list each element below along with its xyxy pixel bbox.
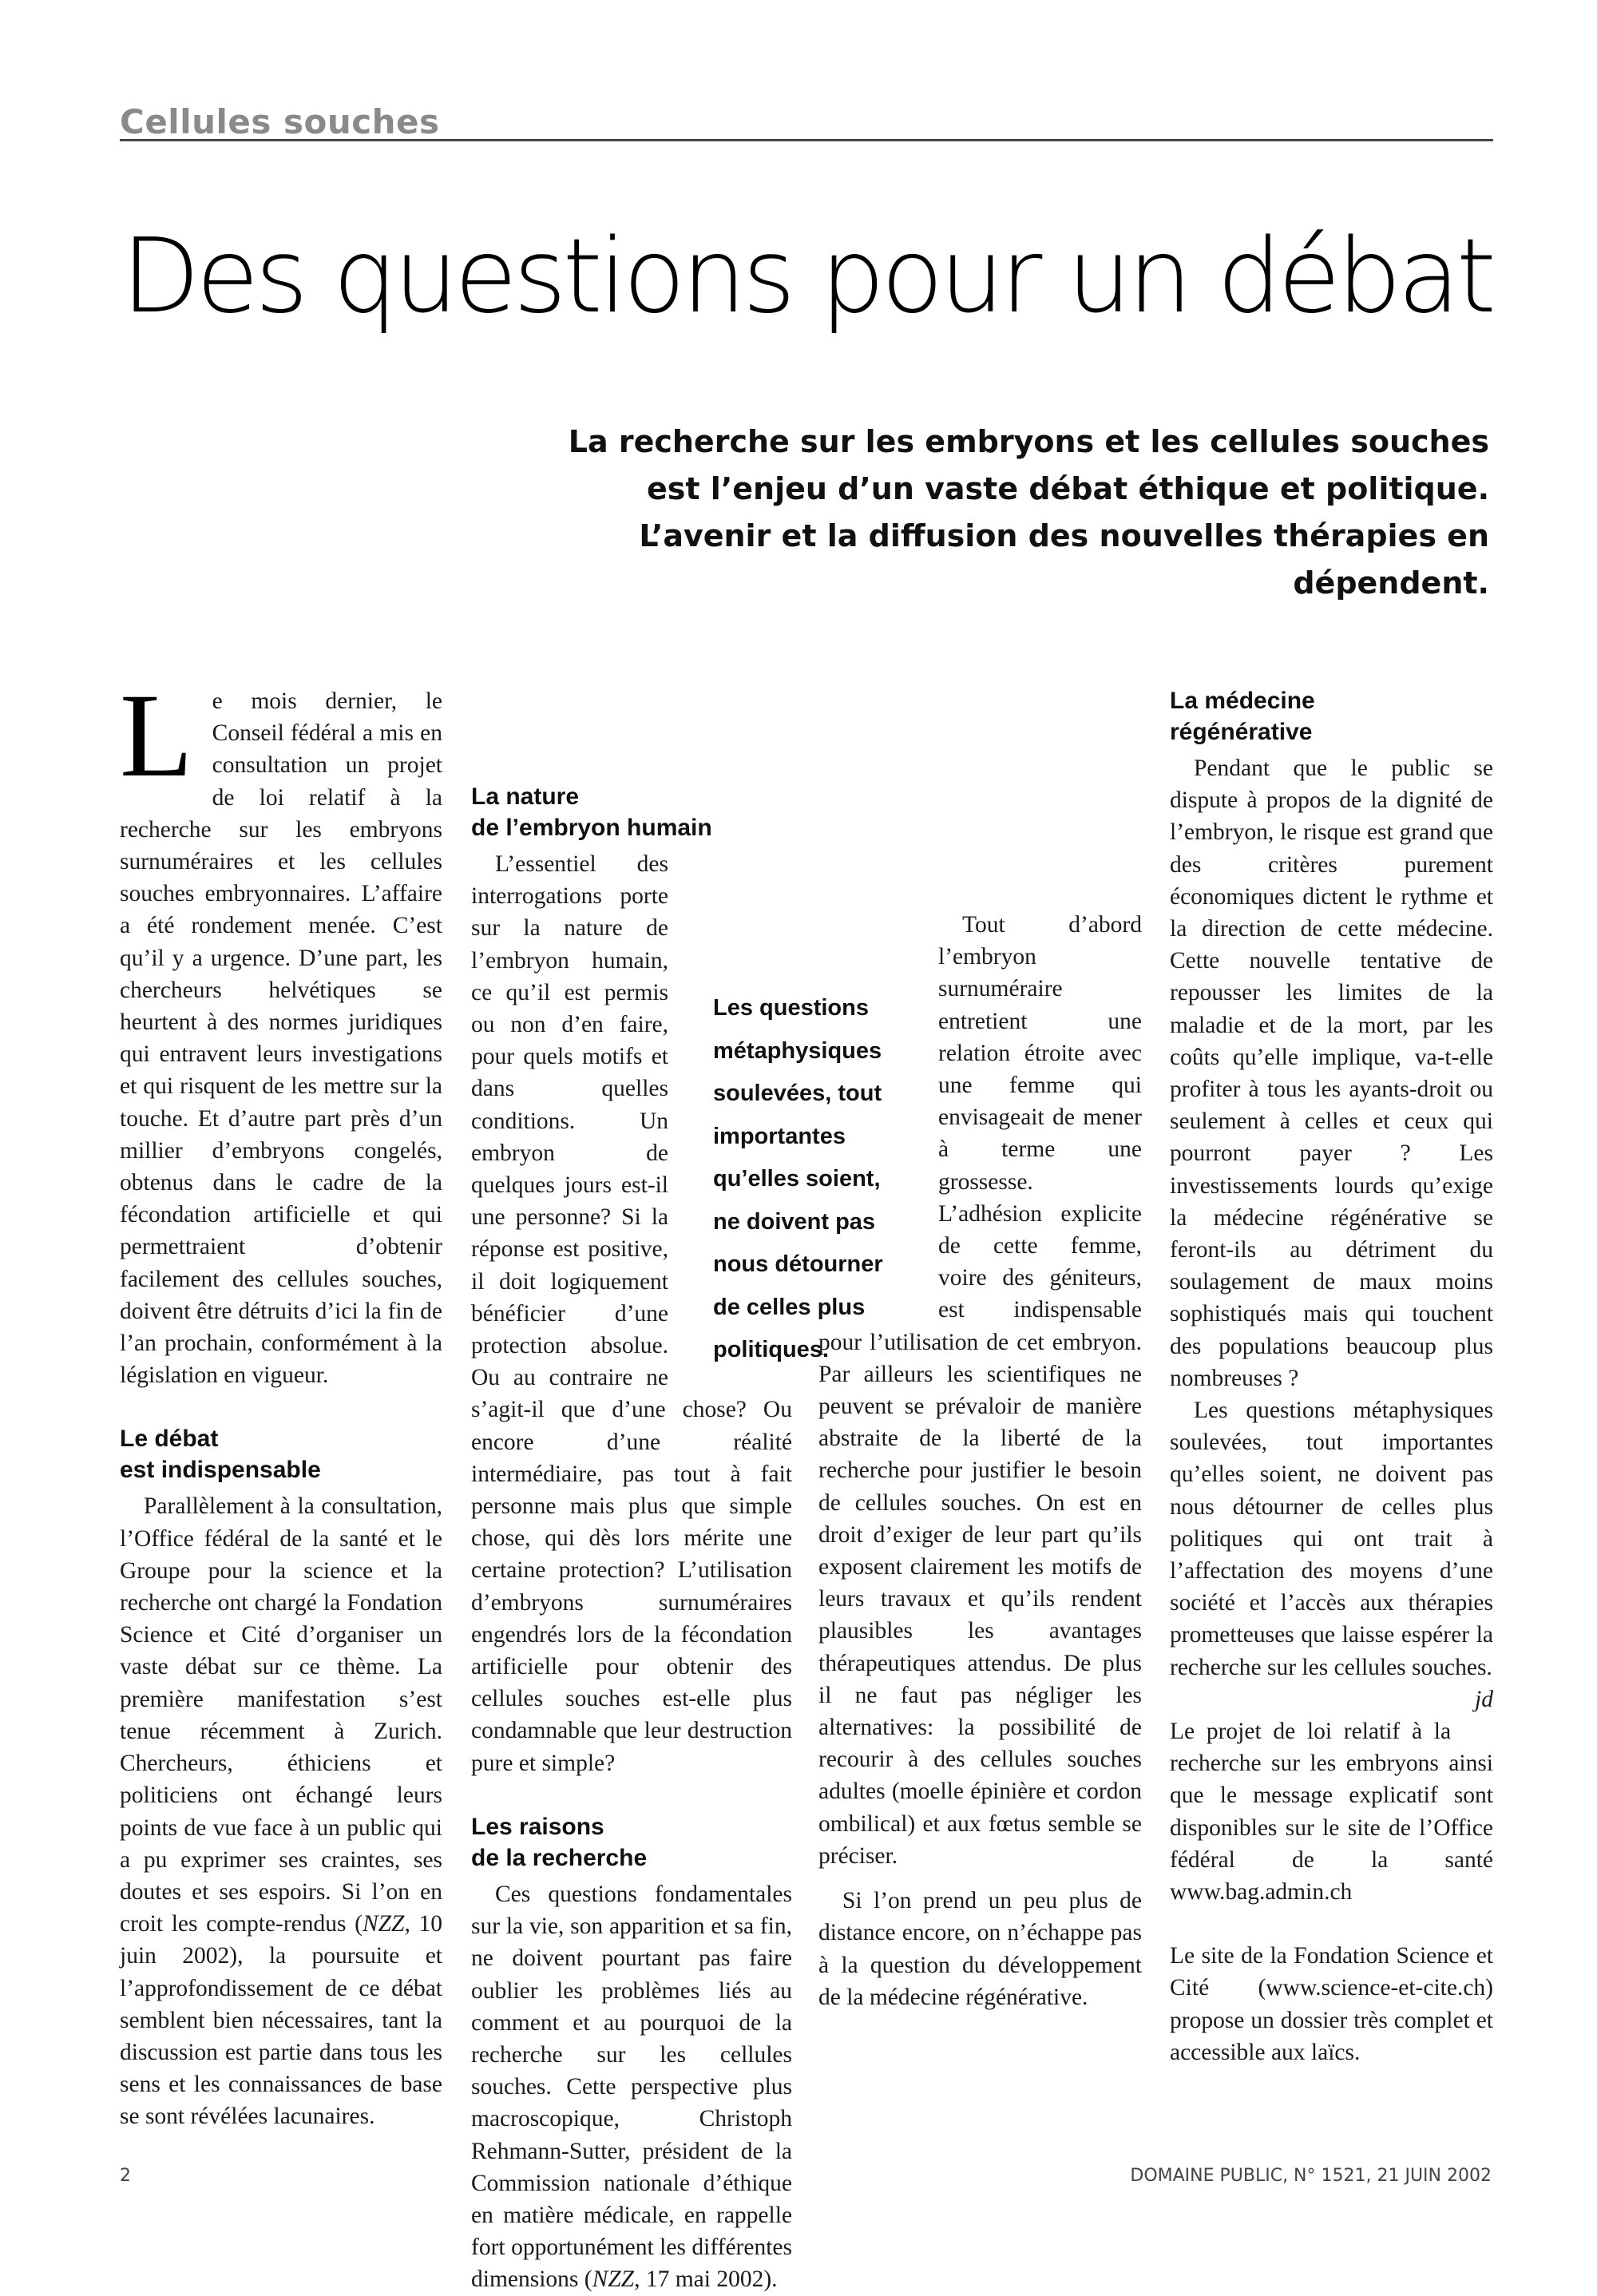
article-column-2	[471, 685, 792, 2296]
paragraph-raisons	[471, 1878, 792, 2296]
paragraph-embryon: Tout d’abord l’embryon surnuméraire entretient une relation étroite avec une femme qui envisageait de mener à terme une grossesse. L’adhésion explicite de cette femme, voire des géniteurs, est indispensable pour l’utilisation de cet embryon. Par ailleurs les scientifiques ne peuvent se prévaloir de manière abstraite de la liberté de la recherche pour justifier le besoin de cellules souches. On est en droit d’exiger de leur part qu’ils exposent clairement les motifs de leurs travaux et qu’ils rendent plausibles les avantages thérapeutiques attendus. De plus il ne faut pas négliger les alternatives: la possibilité de recourir à des cellules souches adultes (moelle épinière et cordon ombilical) et aux fœtus semble se préciser.	[818, 912, 1142, 1869]
publication-info: DOMAINE PUBLIC, N° 1521, 21 JUIN 2002	[1130, 2166, 1492, 2186]
article-column-1	[120, 669, 443, 2133]
pull-quote: Les questions métaphysiques soulevées, tout importantes qu’elles soient, ne doivent pas nous détourner de celles plus politiques.	[713, 995, 883, 1362]
paragraph-medecine: Pendant que le public se dispute à propos de la dignité de l’embryon, le risque est grand que des critères purement économiques dictent le rythme et la direction de cette médecine. Cette nouvelle tentative de repousser les limites de la maladie et de la mort, par les coûts qu’elle implique, va-t-elle profiter à tous les ayants-droit ou seulement à celles et ceux qui pourront payer ? Les investissements lourds qu’exige la médecine régénérative se feront-ils au détriment du soulagement de maux moins sophistiqués mais qui touchent des populations beaucoup plus nombreuses ?	[1170, 755, 1493, 1391]
paragraph-nature: L’essentiel des interrogations porte sur la nature de l’embryon humain, ce qu’il est permis ou non d’en faire, pour quels motifs et dans quelles conditions. Un embryon de quelques jours est-il une personne? Si la réponse est positive, il doit logiquement bénéficier d’une protection absolue. Ou au contraire ne s’agit-il que d’une chose? Ou encore d’une réalité intermédiaire, pas tout à fait personne mais plus que simple chose, qui dès lors mérite une certaine protection? L’utilisation d’embryons surnuméraires engendrés lors de la fécondation artificielle pour obtenir des cellules souches est-elle plus condamnable que leur destruction pure et simple?	[471, 851, 792, 1776]
article-column-4	[1170, 685, 1493, 2068]
text-run-italic: NZZ	[362, 1911, 405, 1937]
paragraph-distance: Si l’on prend un peu plus de distance encore, on n’échappe pas à la question du développement de la médecine régénérative.	[818, 1888, 1142, 2010]
subhead-raisons	[471, 1811, 792, 1874]
section-label: Cellules souches	[120, 102, 440, 141]
author-signature: jd	[1475, 1686, 1493, 1712]
standfirst: La recherche sur les embryons et les cellules souches est l’enjeu d’un vaste débat éthique et politique. L’avenir et la diffusion des nouvelles thérapies en dépendent.	[568, 424, 1489, 601]
text-run: Parallèlement à la consultation, l’Office fédéral de la santé et le Groupe pour la science et la recherche ont chargé la Fondation Science et Cité d’organiser un vaste débat sur ce thème. La première manifestation s’est tenue récemment à Zurich. Chercheurs, éthiciens et politiciens ont échangé leurs points de vue face à un public qui a pu exprimer ses craintes, ses doutes et ses espoirs. Si l’on en croit les compte-rendus (	[120, 1493, 442, 1937]
text-run-italic: NZZ	[592, 2266, 635, 2293]
subhead-line: est indispensable	[120, 1457, 321, 1484]
subhead-line: régénérative	[1170, 719, 1313, 745]
paragraph-intro: e mois dernier, le Conseil fédéral a mis en consultation un projet de loi relatif à la recherche sur les embryons surnuméraires et les cellules souches embryonnaires. L’affaire a été rondement menée. C’est qu’il y a urgence. D’une part, les chercheurs helvétiques se heurtent à des normes juridiques qui entravent leurs investigations et qui risquent de les mettre sur la touche. Et d’autre part près d’un millier d’embryons congelés, obtenus dans le cadre de la fécondation artificielle et qui permettraient d’obtenir facilement des cellules souches, doivent être détruits d’ici la fin de l’an prochain, conformément à la législation en vigueur.	[120, 688, 442, 1389]
page-title: Des questions pour un débat	[121, 217, 1492, 336]
subhead-line: La nature	[471, 783, 580, 810]
subhead-line: La médecine	[1170, 688, 1315, 714]
paragraph-consultation	[120, 1490, 442, 2132]
subhead-line: de l’embryon humain	[471, 815, 712, 841]
text-run: , 10 juin 2002), la poursuite et l’approfondissement de ce débat semblent bien nécessaires, tant la discussion est partie dans tous les sens et les connaissances de base se sont révélées lacunaires.	[120, 1911, 443, 2130]
text-run: Les questions métaphysiques soulevées, tout importantes qu’elles soient, ne doivent pas nous détourner de celles plus politiques qui ont trait à l’affectation des moyens d’une société et l’accès aux thérapies prometteuses que laisse espérer la recherche sur les cellules souches.	[1170, 1398, 1493, 1680]
text-run: Ces questions fondamentales sur la vie, son apparition et sa fin, ne doivent pourtant pas faire oublier les problèmes liés au comment et au pourquoi de la recherche sur les cellules souches. Cette perspective plus macroscopique, Christoph Rehmann-Sutter, président de la Commission nationale d’éthique en matière médicale, en rappelle fort opportunément les différentes dimensions (	[471, 1881, 792, 2293]
note-projet-de-loi: Le projet de loi relatif à la recherche sur les embryons ainsi que le message explicatif sont disponibles sur le site de l’Office fédéral de la santé www.bag.admin.ch	[1170, 1718, 1493, 1905]
subhead-medecine	[1170, 685, 1493, 747]
note-science-et-cite: Le site de la Fondation Science et Cité (www.science-et-cite.ch) propose un dossier très complet et accessible aux laïcs.	[1170, 1943, 1493, 2065]
paragraph-conclusion	[1170, 1394, 1493, 1712]
header-rule	[120, 139, 1493, 141]
drop-cap: L	[120, 669, 193, 802]
text-run: , 17 mai 2002).	[634, 2266, 778, 2293]
subhead-line: Les raisons	[471, 1813, 604, 1840]
subhead-line: Le débat	[120, 1426, 219, 1453]
subhead-nature	[471, 781, 792, 843]
page-number: 2	[120, 2166, 131, 2186]
subhead-line: de la recherche	[471, 1844, 648, 1871]
subhead-debat	[120, 1423, 442, 1485]
